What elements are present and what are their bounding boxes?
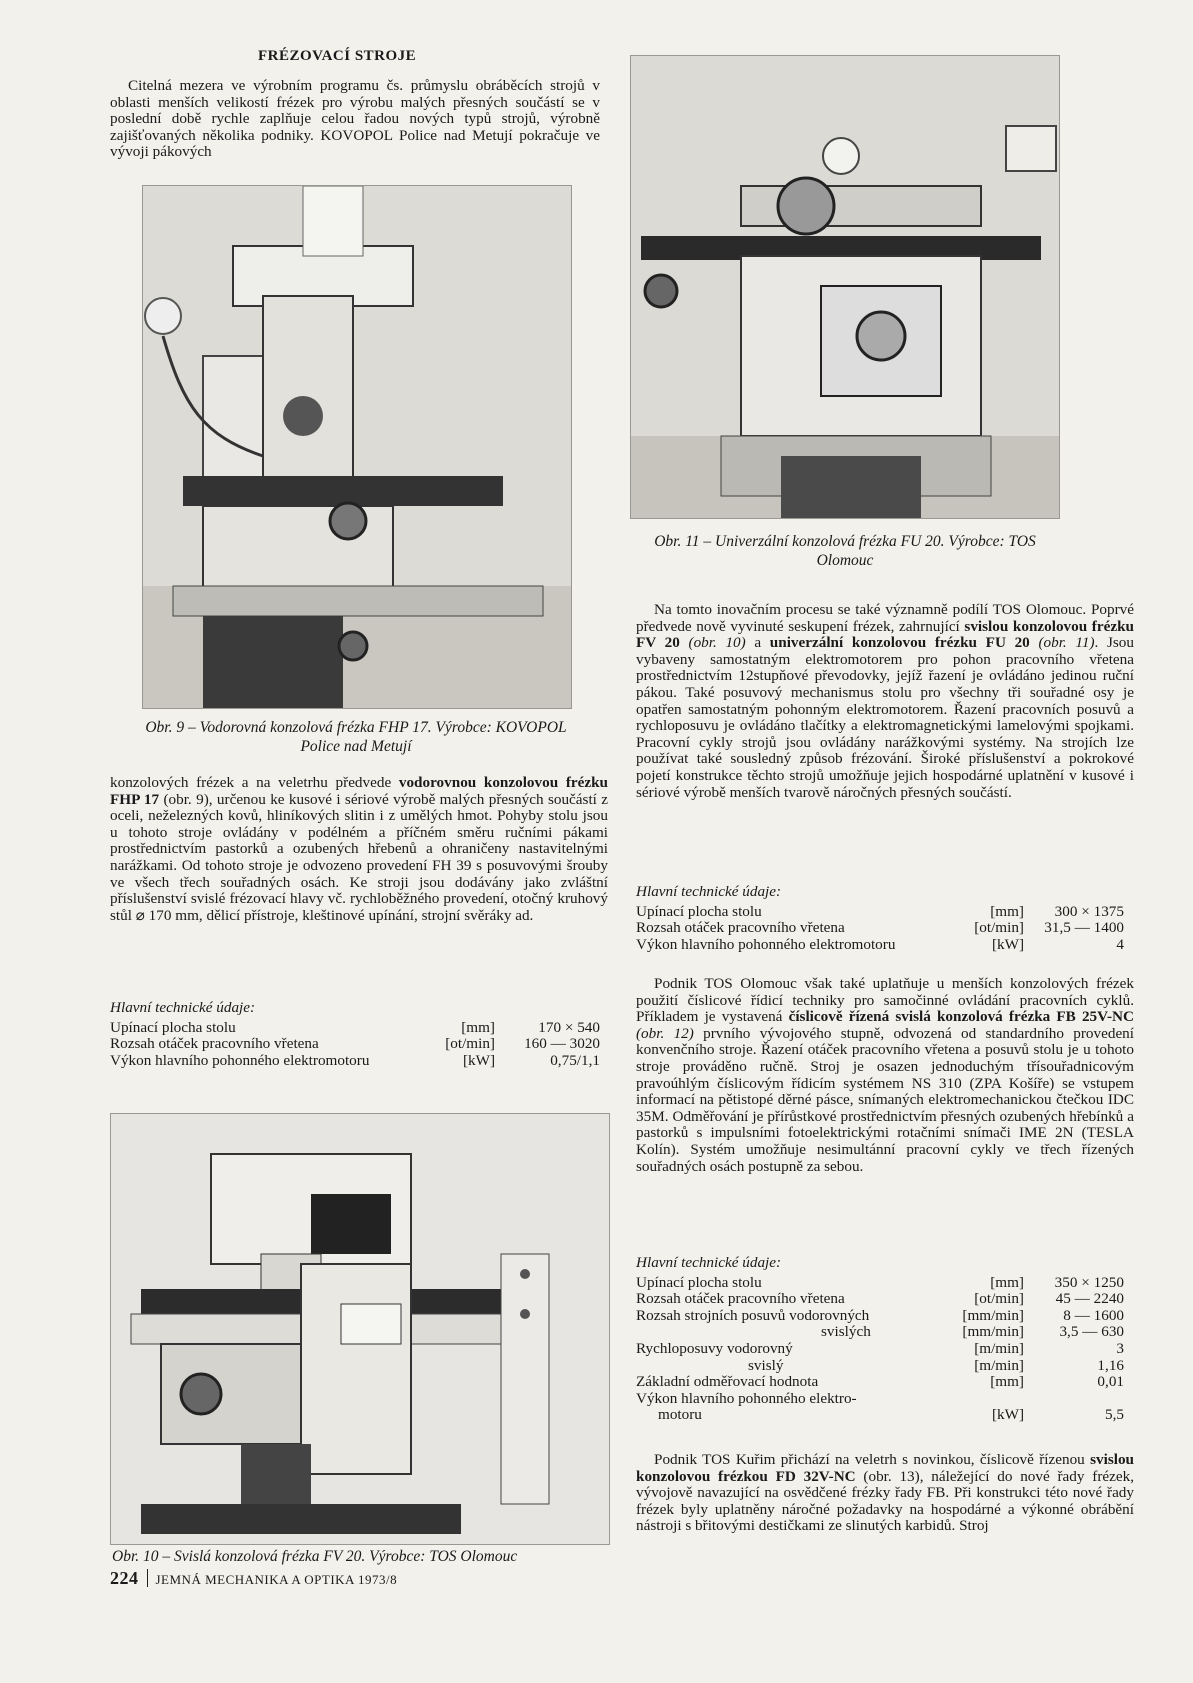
spec-row: Výkon hlavního pohonného elektro- (636, 1389, 857, 1407)
spec-row: Rozsah otáček pracovního vřetena [ot/min] 160 — 3020 (110, 1035, 600, 1053)
spec-table-fhp17 (110, 1000, 600, 1069)
spec-row: Rozsah strojních posuvů vodorovných [mm/min] 8 — 1600 (636, 1306, 1124, 1324)
fu20-highlight: univerzální konzolovou frézku FU 20 (769, 634, 1030, 652)
spec-row: Rychloposuvy vodorovný [m/min] 3 (636, 1339, 1124, 1357)
spec-row: Výkon hlavního pohonného elektromotoru [kW] 4 (636, 935, 1124, 953)
fd32v-nc-highlight: svislou konzolovou frézkou FD 32V-NC (636, 1451, 1134, 1485)
right-paragraph-1: Na tomto inovačním procesu se také významně podílí TOS Olomouc. Poprvé předvede nově vyvinuté seskupení frézek, zahrnující svislou konzolovou frézku FV 20 (obr. 10) a univerzální konzolovou frézku FU 20 (obr. 11). Jsou vybaveny samostatným elektromotorem pro pohon pracovního vřetena prostřednictvím 12stupňové převodovky, jejíž řazení je ovládáno jedinou ruční pákou. Také posuvový mechanismus stolu pro všechny tři souřadné osy je opatřen samostatným pohonným elektromotorem. Řazení pracovních posuvů a rychloposuvu je ovládáno tlačítky a elektromagnetickými lamelovými spojkami. Pracovní cykly strojů jsou ovládány narážkovými systémy. Na strojích lze používat také sousledný způsob frézování. Široké příslušenství a pokrokové pojetí konstrukce těchto strojů umožňuje jejich hospodárné uplatnění v kusové i sériové výrobě menších tvarově náročných přesných součástí. (636, 601, 1134, 801)
figure-10-caption: Obr. 10 – Svislá konzolová frézka FV 20. Výrobce: TOS Olomouc (112, 1548, 518, 1565)
spec-heading: Hlavní technické údaje: (636, 883, 782, 900)
figure-11-caption: Obr. 11 – Univerzální konzolová frézka FU 20. Výrobce: TOS Olomouc (654, 533, 1036, 569)
footer-divider (147, 1569, 148, 1587)
page-number: 224 (110, 1568, 139, 1588)
spec-row: Upínací plocha stolu [mm] 170 × 540 (110, 1018, 600, 1036)
spec-row: motoru [kW] 5,5 (658, 1406, 1124, 1424)
article-title: FRÉZOVACÍ STROJE (258, 48, 417, 64)
spec-row: Základní odměřovací hodnota [mm] 0,01 (636, 1373, 1124, 1391)
fb25v-nc-highlight: číslicově řízená svislá konzolová frézka FB 25V-NC (788, 1008, 1134, 1026)
figure-9-photo (142, 185, 572, 709)
spec-table-fv20-fu20 (636, 884, 1124, 953)
fhp17-highlight: vodorovnou konzolovou frézku FHP 17 (110, 774, 608, 808)
intro-paragraph (110, 78, 600, 161)
figure-9-caption: Obr. 9 – Vodorovná konzolová frézka FHP 17. Výrobce: KOVOPOL Police nad Metují (145, 719, 567, 755)
spec-row: Upínací plocha stolu [mm] 350 × 1250 (636, 1273, 1124, 1291)
figure-11-photo (630, 55, 1060, 519)
spec-heading: Hlavní technické údaje: (110, 999, 256, 1016)
spec-row: svislý [m/min] 1,16 (748, 1356, 1124, 1374)
spec-row: Rozsah otáček pracovního vřetena [ot/min] 31,5 — 1400 (636, 919, 1124, 937)
spec-row: Rozsah otáček pracovního vřetena [ot/min] 45 — 2240 (636, 1290, 1124, 1308)
page-footer (110, 1568, 397, 1589)
right-paragraph-2: Podnik TOS Olomouc však také uplatňuje u menších konzolových frézek použití číslicové řídicí techniky pro samočinné ovládání pracovních cyklů. Příkladem je vystavená číslicově řízená svislá konzolová frézka FB 25V-NC (obr. 12) prvního vývojového stupně, odvozená od standardního provedení konvenčního stroje. Řazení otáček pracovního vřetena a posuvů stolu je u tohoto stroje prováděno ručně. Stroj je osazen jednoduchým třísouřadnicovým pravoúhlým číslicovým řídicím systémem NS 310 (ZPA Košíře) se vstupem informací na pětistopé děrné pásce, snímaných elektromechanickou čtečkou IDC 35M. Odměřování je přírůstkové prostřednictvím přesných ozubených hřebínků a pastorků s impulsními fotoelektrickými rotačními snímači IME 2N (TESLA Kolín). Systém umožňuje nesimultánní pracovní cykly ve třech řízených souřadných osách postupně za sebou. (636, 975, 1134, 1175)
left-column-paragraph: konzolových frézek a na veletrhu předvede vodorovnou konzolovou frézku FHP 17 (obr. 9), určenou ke kusové i sériové výrobě malých přesných součástí z oceli, neželezných kovů, hliníkových slitin i z umělých hmot. Pohyby stolu jsou u tohoto stroje ovládány v podélném a příčném směru ručními pákami prostřednictvím pastorků a ozubených hřebenů a ohraničeny nastavitelnými narážkami. Od tohoto stroje je odvozeno provedení FH 39 s posuvovými šrouby ve všech třech souřadných osách. Ke stroji jsou dodávány jako zvláštní příslušenství svislé frézovací hlavy vč. rychloběžného provedení, otočný kruhový stůl ⌀ 170 mm, dělicí přístroje, kleštinové upínání, strojní svěráky ad. (110, 774, 608, 924)
spec-row: Upínací plocha stolu [mm] 300 × 1375 (636, 902, 1124, 920)
intro-text: Citelná mezera ve výrobním programu čs. průmyslu obráběcích strojů v oblasti menších velikostí frézek pro výrobu malých přesných součástí se v poslední době rychle zaplňuje celou řadou nových typů strojů, výrobně zajišťovaných několika podniky. KOVOPOL Police nad Metují pokračuje ve vývoji pákových (110, 77, 600, 161)
spec-table-fb25v-nc (636, 1255, 1124, 1424)
figure-10-photo (110, 1113, 610, 1545)
fv20-highlight: svislou konzolovou frézku FV 20 (636, 617, 1134, 652)
journal-name: JEMNÁ MECHANIKA A OPTIKA 1973/8 (155, 1572, 398, 1587)
right-paragraph-3: Podnik TOS Kuřim přichází na veletrh s novinkou, číslicově řízenou svislou konzolovou frézkou FD 32V-NC (obr. 13), náležející do nové řady frézek, vývojově navazující na osvědčené frézky řady FB. Při konstrukci této nové řady frézek byly uplatněny náročné požadavky na hospodárné a výkonné obrábění nástroji s břitovými destičkami ze slinutých karbidů. Stroj (636, 1451, 1134, 1535)
spec-heading: Hlavní technické údaje: (636, 1254, 782, 1271)
spec-row: svislých [mm/min] 3,5 — 630 (821, 1323, 1124, 1341)
spec-row: Výkon hlavního pohonného elektromotoru [kW] 0,75/1,1 (110, 1051, 600, 1069)
